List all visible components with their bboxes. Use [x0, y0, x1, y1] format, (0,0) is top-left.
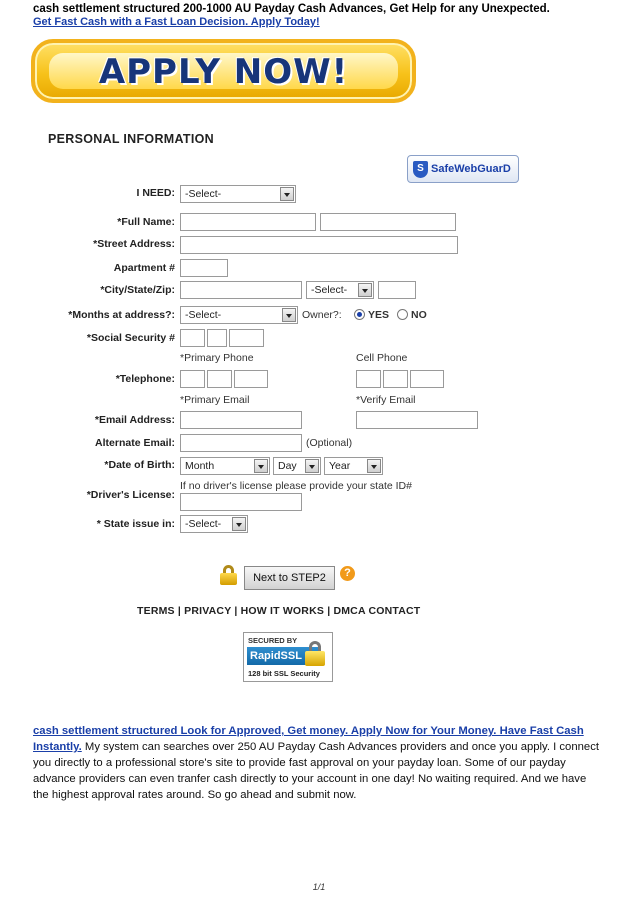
- optional-note: (Optional): [306, 437, 353, 449]
- ssn-part-3[interactable]: [229, 329, 264, 347]
- ssl-brand: RapidSSL: [247, 647, 321, 665]
- badge-label: SafeWebGuarD: [431, 163, 511, 175]
- email-label: *Email Address:: [94, 414, 175, 426]
- padlock-icon: [304, 641, 326, 667]
- city-field[interactable]: [180, 281, 302, 299]
- cell-phone-label: Cell Phone: [356, 352, 408, 364]
- cell-phone-prefix[interactable]: [383, 370, 408, 388]
- owner-yes-label: YES: [368, 309, 390, 321]
- months-select-value: -Select-: [185, 309, 222, 321]
- section-title: PERSONAL INFORMATION: [48, 132, 214, 146]
- first-name-field[interactable]: [180, 213, 316, 231]
- dob-day-value: Day: [278, 460, 297, 472]
- cell-phone-area[interactable]: [356, 370, 381, 388]
- primary-phone-area[interactable]: [180, 370, 205, 388]
- shield-icon: S: [413, 161, 428, 178]
- apply-now-button[interactable]: [31, 39, 416, 103]
- telephone-label: *Telephone:: [115, 373, 175, 385]
- cash-instantly-link[interactable]: cash settlement structured Look for Approved, Get money. Apply Now for Your Money. Have Fast Cash Instantly.: [33, 725, 584, 753]
- verify-email-label: *Verify Email: [356, 394, 416, 406]
- cell-phone-line[interactable]: [410, 370, 444, 388]
- dob-year-value: Year: [329, 460, 351, 472]
- owner-no-radio[interactable]: [397, 309, 408, 320]
- chevron-down-icon: [358, 283, 372, 297]
- state-issue-select[interactable]: [180, 515, 248, 533]
- state-select-value: -Select-: [311, 284, 348, 296]
- chevron-down-icon: [254, 459, 268, 473]
- dob-month-value: Month: [185, 460, 215, 472]
- primary-phone-line[interactable]: [234, 370, 268, 388]
- street-label: *Street Address:: [93, 238, 175, 250]
- apartment-field[interactable]: [180, 259, 228, 277]
- chevron-down-icon: [280, 187, 294, 201]
- rapidssl-badge: [243, 632, 333, 682]
- page-number: 1/1: [312, 882, 326, 892]
- need-label: I NEED:: [136, 187, 175, 199]
- dob-label: *Date of Birth:: [104, 459, 175, 471]
- state-issue-value: -Select-: [185, 518, 222, 530]
- chevron-down-icon: [305, 459, 319, 473]
- ssl-secured-by: SECURED BY: [248, 636, 298, 645]
- page-heading: cash settlement structured 200-1000 AU Payday Cash Advances, Get Help for any Unexpected.: [33, 3, 550, 15]
- license-field[interactable]: [180, 493, 302, 511]
- help-icon[interactable]: ?: [340, 566, 355, 581]
- body-text: My system can searches over 250 AU Payday Cash Advances providers and once you apply. I connect you directly to a professional store's site to provide fast approval on your payday loan. Some of our payday advance providers can even tranfer cash directly to your account in one day! No waiting required. And we have the highest approval rates around. So go ahead and submit now.: [33, 741, 599, 801]
- ssn-part-2[interactable]: [207, 329, 227, 347]
- ssn-label: *Social Security #: [86, 332, 175, 344]
- chevron-down-icon: [282, 308, 296, 322]
- primary-phone-label: *Primary Phone: [180, 352, 254, 364]
- email-field[interactable]: [180, 411, 302, 429]
- need-select[interactable]: [180, 185, 296, 203]
- chevron-down-icon: [367, 459, 381, 473]
- owner-yes-radio[interactable]: [354, 309, 365, 320]
- apartment-label: Apartment #: [113, 262, 175, 274]
- owner-label: Owner?:: [302, 309, 342, 321]
- street-field[interactable]: [180, 236, 458, 254]
- months-label: *Months at address?:: [68, 309, 175, 321]
- chevron-down-icon: [232, 517, 246, 531]
- alt-email-label: Alternate Email:: [95, 437, 175, 449]
- footer-links[interactable]: TERMS | PRIVACY | HOW IT WORKS | DMCA CONTACT: [137, 605, 421, 617]
- lock-body: [220, 573, 237, 585]
- dob-month-select[interactable]: [180, 457, 270, 475]
- padlock-body: [305, 651, 325, 666]
- zip-field[interactable]: [378, 281, 416, 299]
- primary-phone-prefix[interactable]: [207, 370, 232, 388]
- next-step-button[interactable]: Next to STEP2: [244, 566, 335, 590]
- state-select[interactable]: [306, 281, 374, 299]
- license-note: If no driver's license please provide your state ID#: [180, 480, 412, 492]
- body-paragraph: [33, 723, 603, 803]
- ssl-bits: 128 bit SSL Security: [248, 669, 320, 678]
- safewebguard-badge: [407, 155, 519, 183]
- full-name-label: *Full Name:: [117, 216, 175, 228]
- license-label: *Driver's License:: [86, 489, 175, 501]
- alt-email-field[interactable]: [180, 434, 302, 452]
- primary-email-label: *Primary Email: [180, 394, 250, 406]
- lock-icon: [219, 565, 238, 584]
- last-name-field[interactable]: [320, 213, 456, 231]
- fast-cash-link[interactable]: Get Fast Cash with a Fast Loan Decision. Apply Today!: [33, 16, 320, 28]
- dob-day-select[interactable]: [273, 457, 321, 475]
- apply-now-label: APPLY NOW!: [98, 52, 349, 92]
- need-select-value: -Select-: [185, 188, 222, 200]
- city-state-zip-label: *City/State/Zip:: [100, 284, 175, 296]
- owner-no-label: NO: [411, 309, 427, 321]
- months-select[interactable]: [180, 306, 298, 324]
- state-issue-label: * State issue in:: [96, 518, 175, 530]
- ssn-part-1[interactable]: [180, 329, 205, 347]
- verify-email-field[interactable]: [356, 411, 478, 429]
- dob-year-select[interactable]: [324, 457, 383, 475]
